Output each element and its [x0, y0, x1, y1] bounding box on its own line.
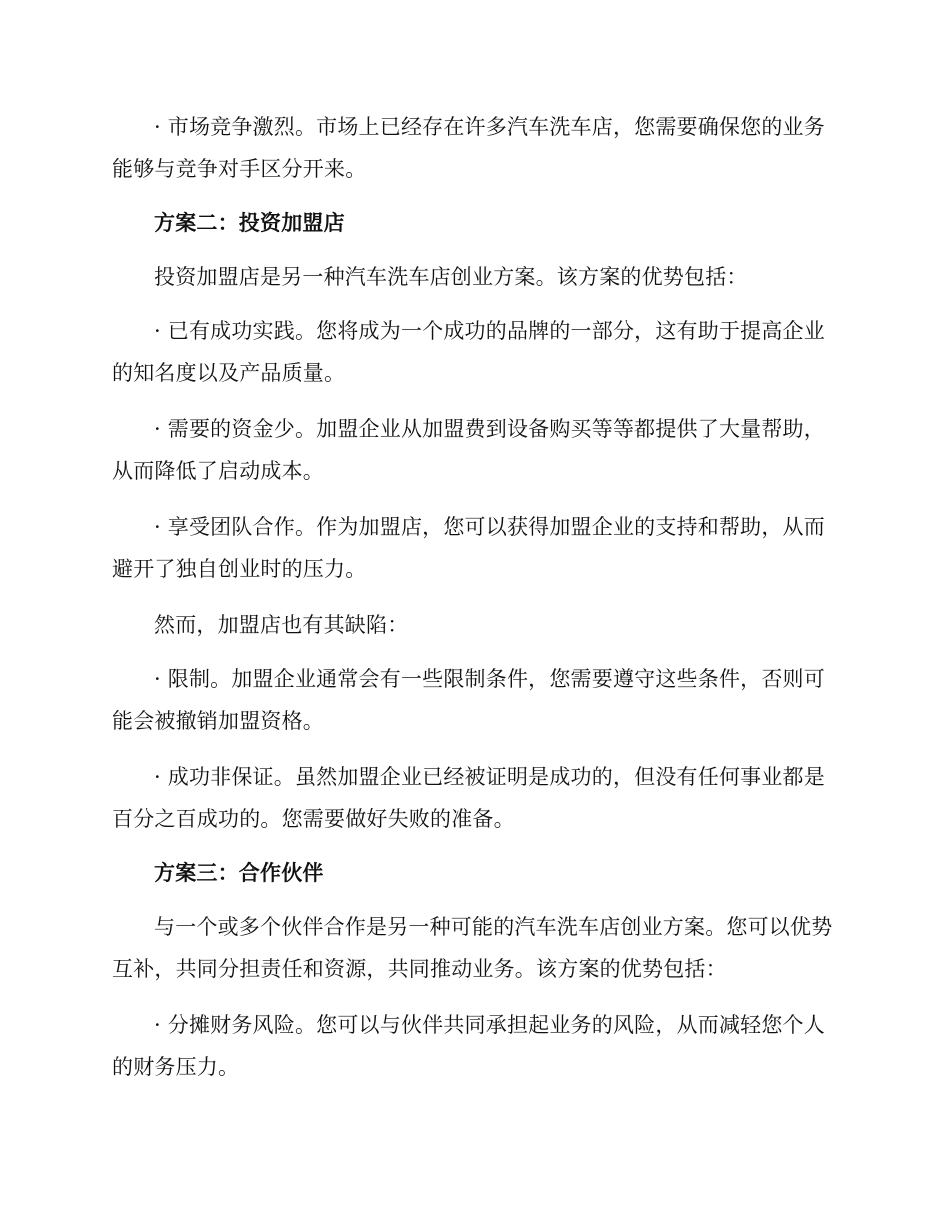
paragraph-success-not-guaranteed: · 成功非保证。虽然加盟企业已经被证明是成功的，但没有任何事业都是百分之百成功的。您需要做好失败的准备。 — [112, 765, 825, 831]
paragraph-restrictions: · 限制。加盟企业通常会有一些限制条件，您需要遵守这些条件，否则可能会被撤销加盟资格。 — [112, 667, 825, 733]
paragraph-franchise-drawbacks: 然而，加盟店也有其缺陷： — [154, 613, 409, 637]
paragraph-shared-risk: · 分摊财务风险。您可以与伙伴共同承担起业务的风险，从而减轻您个人的财务压力。 — [112, 1013, 825, 1079]
paragraph-team-support: · 享受团队合作。作为加盟店，您可以获得加盟企业的支持和帮助，从而避开了独自创业时的压力。 — [112, 515, 825, 581]
paragraph-competition-risk: · 市场竞争激烈。市场上已经存在许多汽车洗车店，您需要确保您的业务能够与竞争对手区分开来。 — [112, 115, 825, 181]
heading-plan-two-franchise: 方案二：投资加盟店 — [154, 211, 345, 235]
paragraph-proven-success: · 已有成功实践。您将成为一个成功的品牌的一部分，这有助于提高企业的知名度以及产品质量。 — [112, 319, 825, 385]
heading-plan-three-partners: 方案三：合作伙伴 — [154, 861, 324, 885]
paragraph-less-capital: · 需要的资金少。加盟企业从加盟费到设备购买等等都提供了大量帮助，从而降低了启动成本。 — [112, 417, 825, 483]
paragraph-partnership-intro: 与一个或多个伙伴合作是另一种可能的汽车洗车店创业方案。您可以优势互补，共同分担责任和资源，共同推动业务。该方案的优势包括： — [112, 915, 833, 981]
paragraph-franchise-intro: 投资加盟店是另一种汽车洗车店创业方案。该方案的优势包括： — [154, 265, 748, 289]
